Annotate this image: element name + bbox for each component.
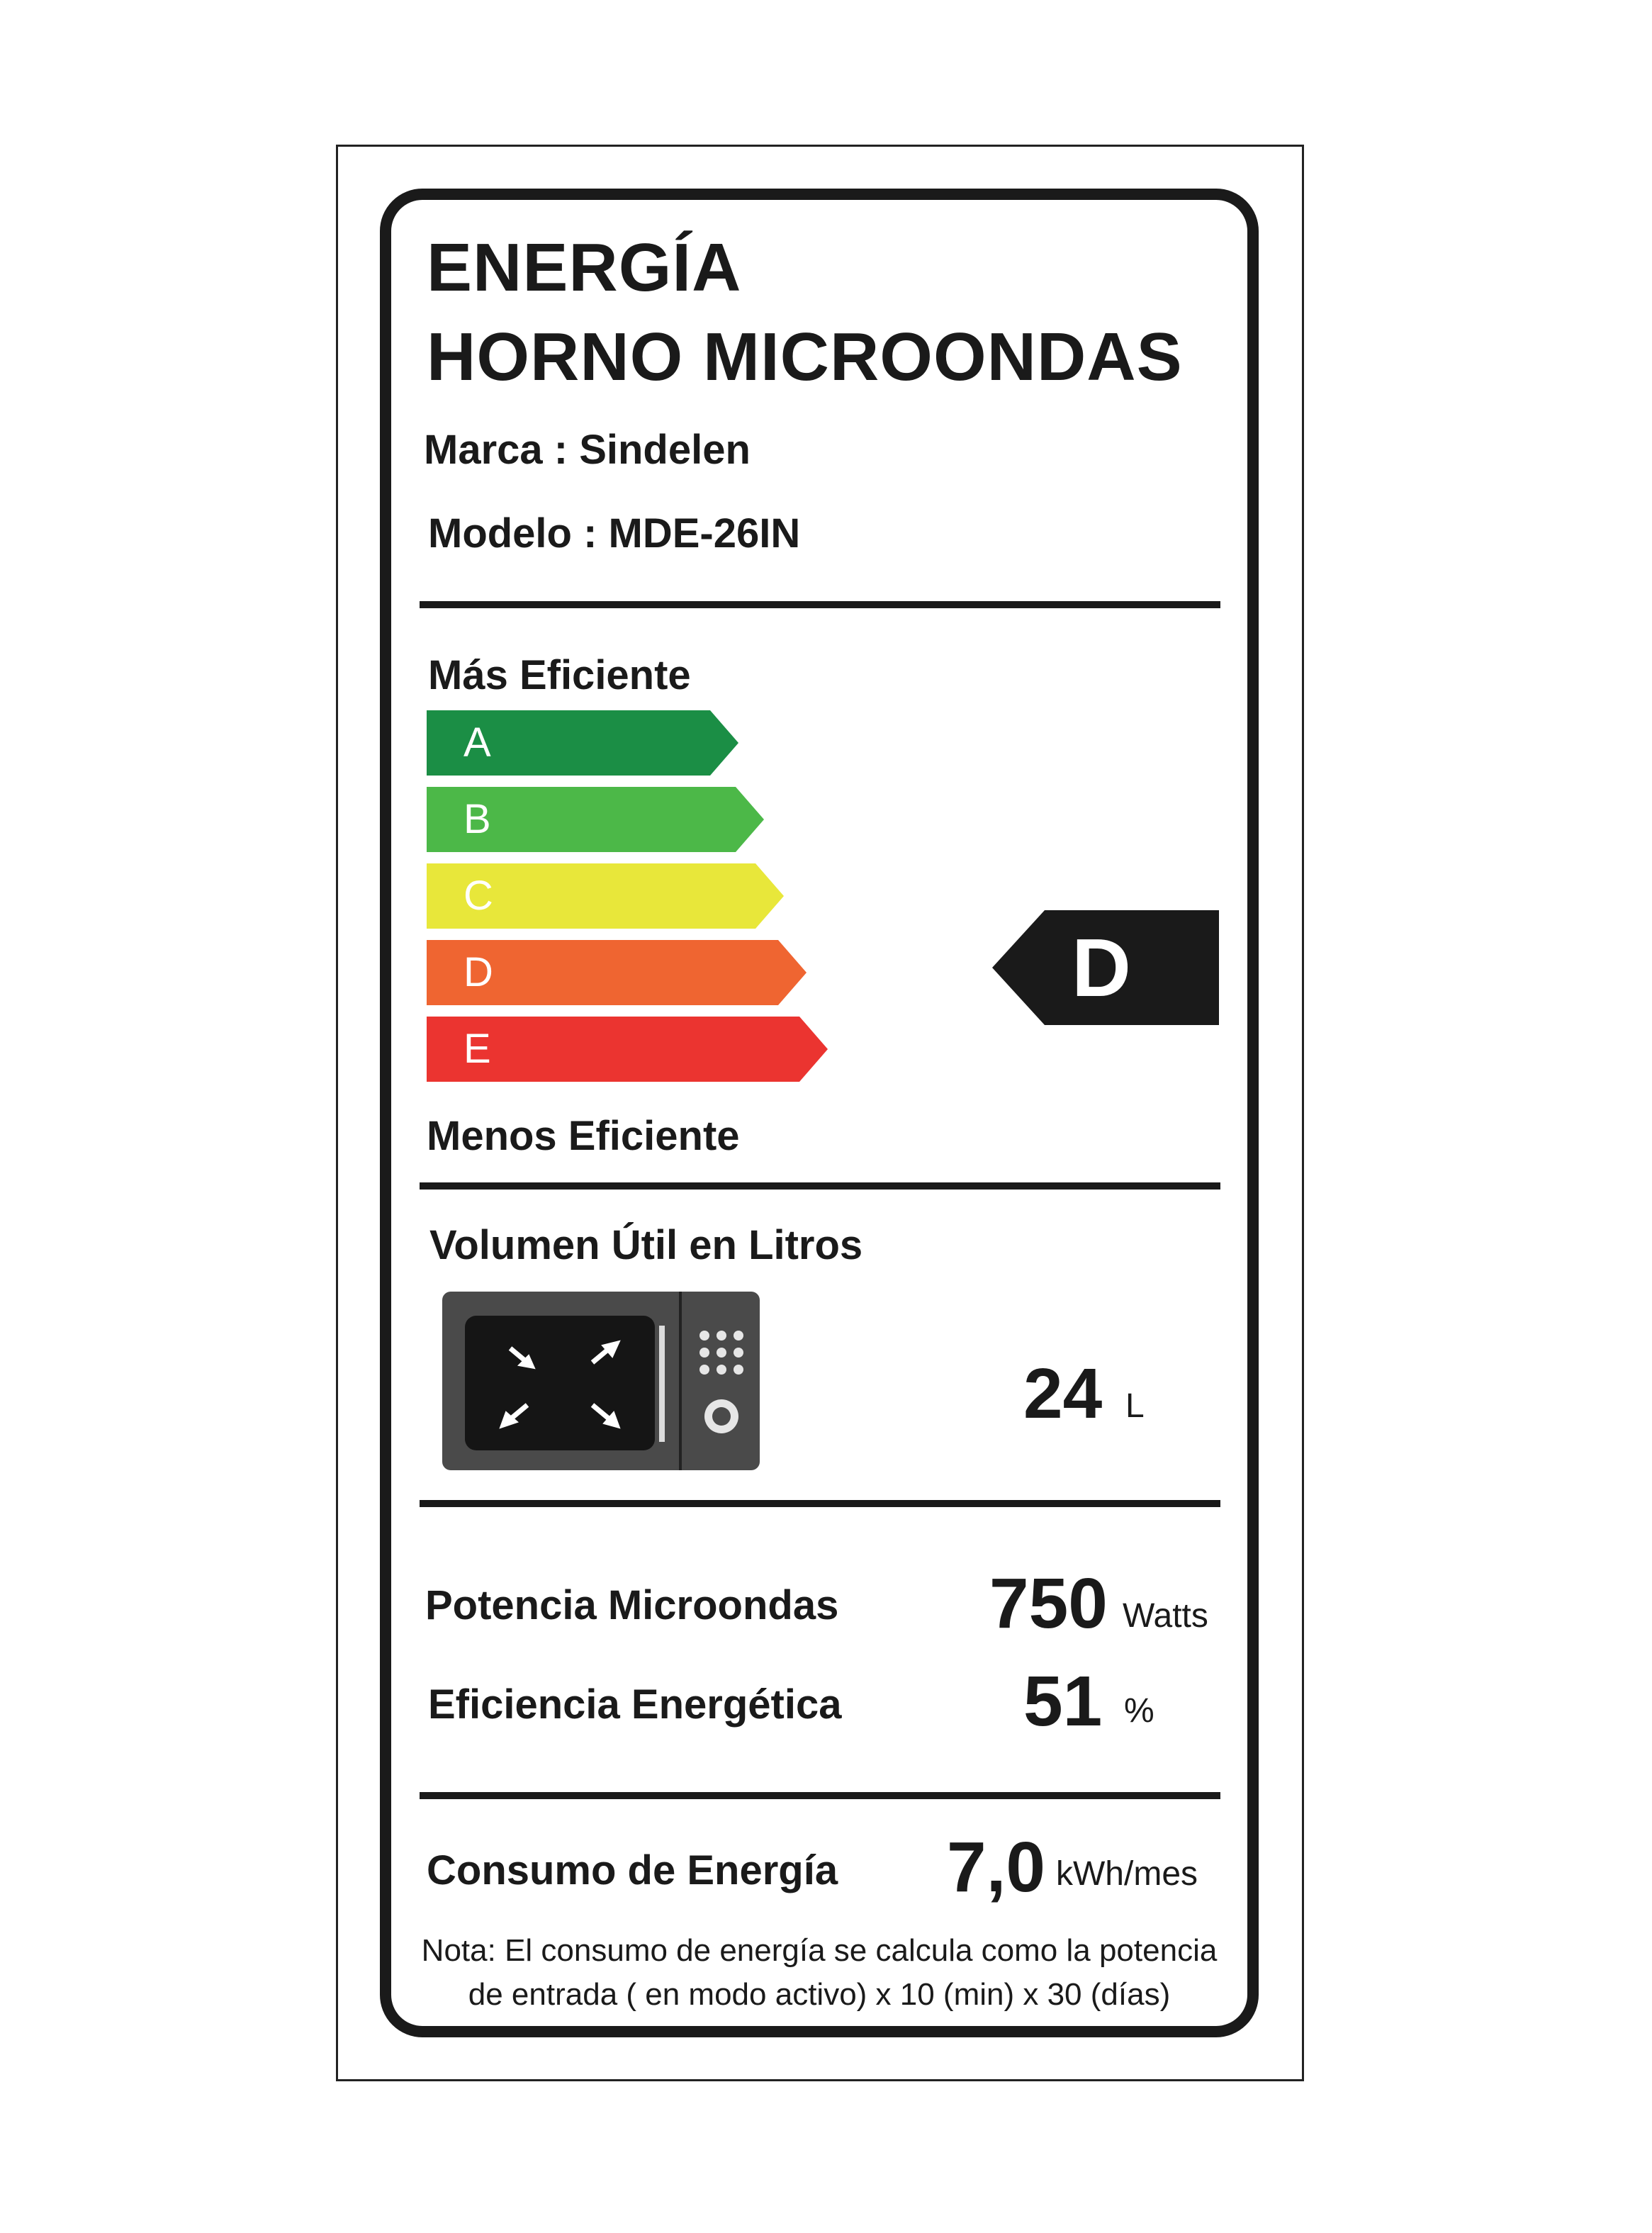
consumption-unit: kWh/mes bbox=[1056, 1855, 1198, 1893]
volume-unit: L bbox=[1125, 1387, 1145, 1425]
divider bbox=[420, 601, 1220, 608]
consumption-label: Consumo de Energía bbox=[427, 1847, 838, 1893]
scale-letter-a: A bbox=[463, 720, 491, 766]
scale-top-label: Más Eficiente bbox=[428, 652, 691, 698]
scale-bottom-label: Menos Eficiente bbox=[427, 1113, 740, 1159]
rating-letter: D bbox=[1072, 922, 1131, 1014]
divider bbox=[420, 1500, 1220, 1507]
power-label: Potencia Microondas bbox=[425, 1582, 839, 1628]
note-line1: Nota: El consumo de energía se calcula como la potencia bbox=[421, 1933, 1218, 1968]
consumption-value: 7,0 bbox=[947, 1828, 1046, 1907]
efficiency-unit: % bbox=[1124, 1692, 1154, 1730]
volume-label: Volumen Útil en Litros bbox=[429, 1222, 863, 1268]
divider bbox=[420, 1792, 1220, 1799]
brand-field: Marca : Sindelen bbox=[424, 427, 751, 473]
divider bbox=[420, 1182, 1220, 1190]
scale-letter-e: E bbox=[463, 1026, 491, 1072]
scale-letter-b: B bbox=[463, 796, 491, 842]
note-line2: de entrada ( en modo activo) x 10 (min) x 30 (días) bbox=[468, 1977, 1171, 2012]
model-field: Modelo : MDE-26IN bbox=[428, 510, 801, 556]
scale-bar-b bbox=[427, 787, 764, 852]
label-title-line2: HORNO MICROONDAS bbox=[427, 319, 1183, 395]
scale-letter-c: C bbox=[463, 873, 493, 919]
scale-bar-d bbox=[427, 940, 807, 1005]
scale-bar-a bbox=[427, 710, 738, 776]
scale-letter-d: D bbox=[463, 949, 493, 995]
scale-bar-c bbox=[427, 863, 784, 929]
power-value: 750 bbox=[989, 1564, 1108, 1643]
scale-bar-e bbox=[427, 1017, 828, 1082]
rating-indicator bbox=[992, 910, 1219, 1025]
efficiency-label: Eficiencia Energética bbox=[428, 1681, 842, 1728]
volume-value: 24 bbox=[1023, 1354, 1103, 1433]
power-unit: Watts bbox=[1123, 1597, 1208, 1635]
label-title-line1: ENERGÍA bbox=[427, 230, 742, 306]
microwave-icon bbox=[442, 1292, 760, 1470]
efficiency-value: 51 bbox=[1023, 1662, 1103, 1741]
